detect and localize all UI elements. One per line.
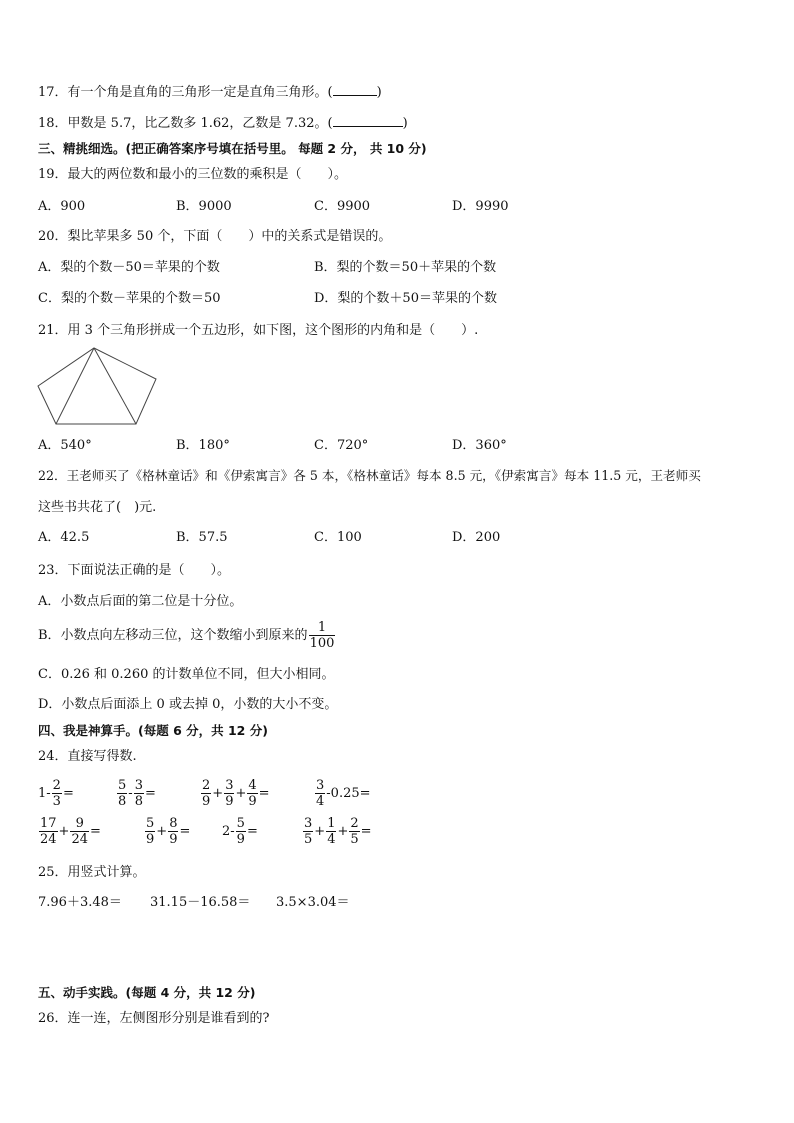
fraction-one-hundredth: $\frac{1}{100}$	[309, 620, 335, 651]
q23-option-d[interactable]: D．小数点后面添上 0 或去掉 0，小数的大小不变。	[38, 697, 338, 712]
section-5-heading: 五、动手实践。(每题 4 分，共 12 分)	[38, 985, 256, 1000]
q21-option-a[interactable]: A．540°	[38, 438, 92, 453]
q22-option-b[interactable]: B．57.5	[176, 530, 228, 545]
expr-5: $\frac{17}{24}$ + $\frac{9}{24}$ =	[40, 816, 101, 847]
section-4-heading: 四、我是神算手。(每题 6 分，共 12 分)	[38, 723, 268, 738]
question-22-line-1: 22．王老师买了《格林童话》和《伊索寓言》各 5 本，《格林童话》每本 8.5 元，《伊索寓言》每本 11.5 元，王老师买	[38, 468, 701, 483]
q20-option-a[interactable]: A．梨的个数－50＝苹果的个数	[38, 260, 220, 275]
q21-option-b[interactable]: B．180°	[176, 438, 230, 453]
question-22-line-2: 这些书共花了( )元.	[38, 500, 157, 515]
q19-option-a[interactable]: A．900	[38, 199, 86, 214]
q21-option-d[interactable]: D．360°	[452, 438, 507, 453]
q22-option-d[interactable]: D．200	[452, 530, 501, 545]
question-24: 24．直接写得数.	[38, 749, 137, 764]
q23-option-b[interactable]: B．小数点向左移动三位，这个数缩小到原来的 $\frac{1}{100}$	[38, 620, 335, 651]
question-19: 19．最大的两位数和最小的三位数的乘积是（ ）。	[38, 167, 348, 182]
pentagon-outline	[38, 348, 156, 424]
expr-6: $\frac{5}{9}$ + $\frac{8}{9}$ =	[146, 816, 191, 847]
expr-4: $\frac{3}{4}$ -0.25=	[316, 778, 371, 809]
q23-option-c[interactable]: C．0.26 和 0.260 的计数单位不同，但大小相同。	[38, 667, 335, 682]
vertical-calc-2: 31.15－16.58＝	[150, 895, 251, 910]
q22-option-c[interactable]: C．100	[314, 530, 362, 545]
expr-1: 1- $\frac{2}{3}$ =	[38, 778, 74, 809]
answer-blank-18[interactable]	[333, 114, 403, 127]
q20-option-d[interactable]: D．梨的个数＋50＝苹果的个数	[314, 291, 497, 306]
question-20: 20．梨比苹果多 50 个，下面（ ）中的关系式是错误的。	[38, 229, 392, 244]
question-23: 23．下面说法正确的是（ ）。	[38, 563, 231, 578]
expr-3: $\frac{2}{9}$ + $\frac{3}{9}$ + $\frac{4}{9}$ =	[202, 778, 270, 809]
question-17: 17．有一个角是直角的三角形一定是直角三角形。( )	[38, 85, 382, 100]
question-18: 18．甲数是 5.7，比乙数多 1.62，乙数是 7.32。( )	[38, 116, 408, 131]
question-25: 25．用竖式计算。	[38, 865, 146, 880]
question-26: 26．连一连，左侧图形分别是谁看到的?	[38, 1011, 270, 1026]
triangle-divider-left	[56, 348, 94, 424]
section-3-heading: 三、精挑细选。(把正确答案序号填在括号里。 每题 2 分， 共 10 分)	[38, 141, 427, 156]
question-21: 21．用 3 个三角形拼成一个五边形，如下图，这个图形的内角和是（ ）.	[38, 323, 479, 338]
triangle-divider-right	[94, 348, 136, 424]
vertical-calc-1: 7.96＋3.48＝	[38, 895, 122, 910]
pentagon-triangles-figure	[36, 346, 160, 428]
q20-option-b[interactable]: B．梨的个数＝50＋苹果的个数	[314, 260, 497, 275]
answer-blank-17[interactable]	[333, 83, 377, 96]
vertical-calc-3: 3.5×3.04＝	[276, 895, 350, 910]
q23-option-a[interactable]: A．小数点后面的第二位是十分位。	[38, 594, 243, 609]
q20-option-c[interactable]: C．梨的个数－苹果的个数＝50	[38, 291, 221, 306]
q19-option-b[interactable]: B．9000	[176, 199, 232, 214]
q19-option-c[interactable]: C．9900	[314, 199, 371, 214]
q19-option-d[interactable]: D．9990	[452, 199, 509, 214]
expr-7: 2- $\frac{5}{9}$ =	[222, 816, 258, 847]
q21-option-c[interactable]: C．720°	[314, 438, 369, 453]
expr-2: $\frac{5}{8}$ - $\frac{3}{8}$ =	[118, 778, 156, 809]
q22-option-a[interactable]: A．42.5	[38, 530, 90, 545]
expr-8: $\frac{3}{5}$ + $\frac{1}{4}$ + $\frac{2}{5}$ =	[304, 816, 372, 847]
